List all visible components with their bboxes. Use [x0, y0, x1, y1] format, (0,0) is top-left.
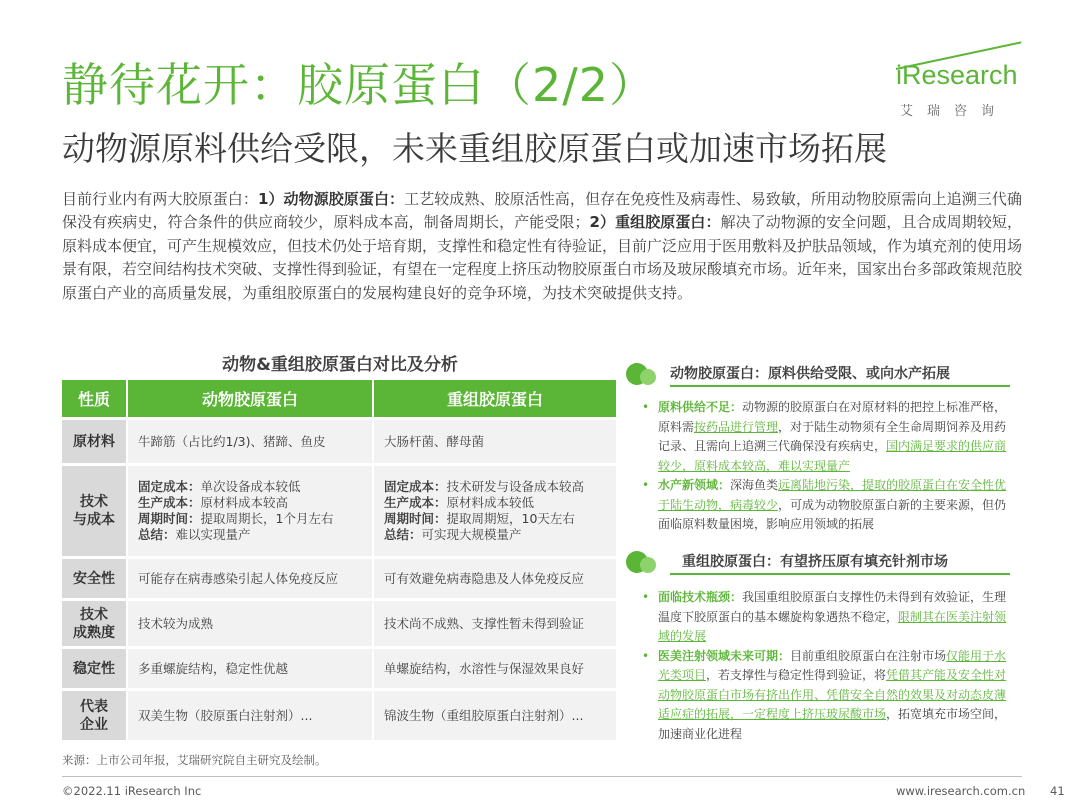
item-highlight: 限制其在医美注射领域的发展	[658, 609, 1007, 643]
intro-text-2: 工艺较成熟、胶原活性高，但存在免疫性及病毒性、易致敏，所用动物胶原需向上追溯三代确保没有疾病史，符合条件的供应商较少，原料成本高，制备周期长，产能受限；	[62, 190, 1022, 232]
logo-text: iResearch	[896, 60, 1018, 90]
cell-animal	[128, 466, 374, 559]
cost-value: 提取周期短，10天左右	[446, 511, 575, 526]
cost-key: 周期时间：	[138, 511, 201, 526]
row-label-line: 技术	[80, 606, 108, 623]
cost-value: 技术研发与设备成本较高	[446, 479, 585, 494]
bullet-circle-icon	[640, 557, 656, 573]
list-item	[636, 476, 1016, 535]
page-number: 41	[1050, 784, 1065, 798]
cost-key: 生产成本：	[384, 495, 447, 510]
cost-key: 固定成本：	[384, 479, 447, 494]
table-row	[62, 420, 618, 466]
row-label-line: 成熟度	[73, 624, 115, 641]
cell-animal: 多重螺旋结构，稳定性优越	[128, 649, 374, 691]
header-recombinant: 重组胶原蛋白	[374, 380, 618, 420]
row-label-line: 代表	[80, 698, 108, 715]
intro-text-3: 解决了动物源的安全问题，且合成周期较短，原料成本便宜，可产生规模效应，但技术仍处于培育期，支撑性和稳定性有待验证，目前广泛应用于医用敷料及护肤品领域，作为填充剂的使用场景有限，若空间结构技术突破、支撑性得到验证，有望在一定程度上挤压动物胶原蛋白市场及玻尿酸填充市场。近年来，国家出台多部政策规范胶原蛋白产业的高质量发展，为重组胶原蛋白的发展构建良好的竞争环境，为技术突破提供支持。	[62, 213, 1023, 302]
table-row	[62, 559, 618, 601]
section-recombinant-list	[636, 588, 1016, 744]
row-label: 安全性	[62, 559, 128, 601]
list-item	[636, 398, 1016, 476]
row-label-line: 与成本	[73, 512, 115, 528]
item-highlight: 仅能用于水光类项目	[658, 648, 1007, 682]
row-label-line: 技术	[80, 494, 108, 510]
website-link[interactable]: www.iresearch.com.cn	[896, 784, 1026, 798]
row-label: 原材料	[62, 420, 128, 466]
section-animal-title: 动物胶原蛋白：原料供给受限、或向水产拓展	[670, 366, 950, 382]
item-text: ，拓宽填充市场空间，加速商业化进程	[658, 707, 1007, 741]
table-row	[62, 601, 618, 649]
iresearch-logo	[896, 62, 1026, 120]
cell-animal: 技术较为成熟	[128, 601, 374, 649]
bullet-circle-icon	[640, 369, 656, 385]
item-text: 目前重组胶原蛋白在注射市场	[790, 648, 947, 663]
row-label	[62, 601, 128, 649]
table-caption: 动物&重组胶原蛋白对比及分析	[222, 355, 458, 375]
header-property: 性质	[62, 380, 128, 420]
page-subtitle: 动物源原料供给受限，未来重组胶原蛋白或加速市场拓展	[62, 129, 887, 168]
item-text: ，若支撑性与稳定性得到验证，将	[706, 668, 887, 682]
item-highlight: 按药品进行管理	[694, 419, 779, 434]
intro-paragraph	[62, 188, 1022, 305]
table-header-row	[62, 380, 618, 420]
cost-value: 原材料成本较高	[200, 495, 289, 510]
table-row	[62, 466, 618, 559]
intro-text-1: 目前行业内有两大胶原蛋白：	[62, 190, 258, 208]
cost-key: 周期时间：	[384, 511, 447, 526]
item-highlight: 远离陆地污染，提取的胶原蛋白在安全性优于陆生动物，病毒较少	[658, 478, 1007, 512]
cost-line	[384, 527, 606, 543]
cell-animal: 双美生物（胶原蛋白注射剂）...	[128, 691, 374, 743]
cell-recombinant: 可有效避免病毒隐患及人体免疫反应	[374, 559, 618, 601]
cost-line	[138, 511, 362, 527]
cost-value: 可实现大规模量产	[421, 527, 522, 542]
item-highlight: 凭借其产能及安全性对动物胶原蛋白市场有挤出作用、凭借安全自然的效果及对动态皮薄适应症的拓展，一定程度上挤压玻尿酸市场	[658, 668, 1007, 721]
item-bold: 医美注射领域未来可期：	[658, 648, 791, 663]
list-item	[636, 647, 1016, 745]
item-bold: 面临技术瓶颈：	[658, 590, 743, 604]
cell-recombinant: 单螺旋结构，水溶性与保湿效果良好	[374, 649, 618, 691]
cost-key: 总结：	[138, 527, 176, 542]
cost-key: 固定成本：	[138, 479, 201, 494]
intro-bold-1: 1）动物源胶原蛋白：	[257, 190, 405, 208]
intro-bold-2: 2）重组胶原蛋白：	[589, 213, 721, 232]
cell-recombinant	[374, 466, 618, 559]
table-row	[62, 691, 618, 743]
table-row	[62, 649, 618, 691]
cost-line	[138, 495, 362, 511]
cell-animal: 可能存在病毒感染引起人体免疫反应	[128, 559, 374, 601]
item-text: 深海鱼类	[730, 478, 779, 492]
cost-value: 原材料成本较低	[446, 495, 535, 510]
cost-line	[384, 511, 606, 527]
cost-key: 总结：	[384, 527, 422, 542]
item-bold: 原料供给不足：	[658, 400, 743, 414]
row-label: 稳定性	[62, 649, 128, 691]
section-recombinant-title: 重组胶原蛋白：有望挤压原有填充针剂市场	[682, 554, 948, 570]
page-title: 静待花开：胶原蛋白（2/2）	[62, 58, 657, 112]
row-label-line: 企业	[80, 716, 108, 733]
source-note: 来源：上市公司年报，艾瑞研究院自主研究及绘制。	[62, 753, 327, 767]
cost-line	[384, 495, 606, 511]
item-highlight: 国内满足要求的供应商较少，原料成本较高，难以实现量产	[658, 439, 1007, 473]
section-underline	[670, 573, 1010, 575]
copyright: ©2022.11 iResearch Inc	[62, 784, 202, 798]
item-text: ，可成为动物胶原蛋白新的主要来源，但仍面临原料数量困境，影响应用领域的拓展	[658, 497, 1007, 531]
cell-recombinant: 大肠杆菌、酵母菌	[374, 420, 618, 466]
section-recombinant-header	[626, 551, 1016, 575]
list-item	[636, 588, 1016, 647]
cell-recombinant: 技术尚不成熟、支撑性暂未得到验证	[374, 601, 618, 649]
item-text: ，对于陆生动物须有全生命周期饲养及用药记录、且需向上追溯三代确保没有疾病史，	[658, 419, 1007, 453]
item-text: 我国重组胶原蛋白支撑性仍未得到有效验证，生理温度下胶原蛋白的基本螺旋构象遇热不稳定，	[658, 590, 1007, 624]
cost-line	[138, 527, 362, 543]
cost-key: 生产成本：	[138, 495, 201, 510]
cell-animal: 牛蹄筋（占比约1/3)、猪蹄、鱼皮	[128, 420, 374, 466]
logo-cn: 艾瑞咨询	[900, 104, 1009, 119]
item-text: 动物源的胶原蛋白在对原材料的把控上标准严格，原料需	[658, 400, 1007, 434]
header-animal: 动物胶原蛋白	[128, 380, 374, 420]
cell-recombinant: 锦波生物（重组胶原蛋白注射剂）...	[374, 691, 618, 743]
cost-line	[384, 479, 606, 495]
comparison-table	[62, 380, 618, 743]
section-animal-header	[626, 363, 1016, 387]
row-label	[62, 466, 128, 559]
row-label	[62, 691, 128, 743]
item-bold: 水产新领域：	[658, 478, 731, 492]
section-underline	[670, 385, 1010, 387]
cost-line	[138, 479, 362, 495]
cost-value: 提取周期长，1个月左右	[200, 511, 334, 526]
footer-divider	[62, 776, 1022, 777]
cost-value: 难以实现量产	[175, 527, 251, 542]
section-animal-list	[636, 398, 1016, 535]
cost-value: 单次设备成本较低	[200, 479, 301, 494]
